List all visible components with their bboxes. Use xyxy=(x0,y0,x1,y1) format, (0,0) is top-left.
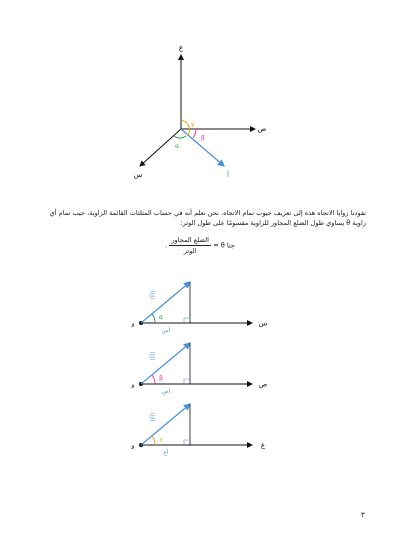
formula-lhs: جتا θ = xyxy=(213,241,235,250)
direction-cosines-paragraph: تقودنا زوايا الاتجاه هذه إلى تعريف جيوب تمام الاتجاه. نحن نعلم أنه في حساب المثلثات القائمة الزاوية، جيب تمام أي زاوية θ يساوي طول الضلع المجاور للزاوية مقسومًا على طول الوتر: xyxy=(49,209,366,227)
triangle-diagram xyxy=(131,404,266,456)
formula-denominator: الوتر xyxy=(183,247,197,255)
beta-arc xyxy=(193,129,196,138)
triangles-figure xyxy=(0,275,400,475)
angle-arc xyxy=(152,314,155,323)
page-number: ٣ xyxy=(361,511,365,519)
hypotenuse-label: ||أ|| xyxy=(150,290,156,300)
origin-label: و xyxy=(131,442,135,450)
formula-fraction xyxy=(169,236,211,255)
cosine-formula xyxy=(100,236,300,255)
alpha-label: α xyxy=(175,143,179,150)
beta-label: β xyxy=(201,135,205,142)
angle-arc xyxy=(152,375,155,384)
gamma-label: γ xyxy=(191,121,195,128)
x-axis-label: س xyxy=(133,171,143,179)
angle-label: γ xyxy=(159,436,163,443)
right-angle-mark xyxy=(184,440,190,445)
adjacent-label: أص xyxy=(161,389,171,395)
origin-label: و xyxy=(131,320,135,328)
formula-numerator: الضلع المجاور xyxy=(171,236,209,244)
adjacent-label: أس xyxy=(161,328,171,334)
adjacent-label: أع xyxy=(163,450,169,456)
origin-label: و xyxy=(131,381,135,389)
axis-label: ع xyxy=(260,441,266,450)
triangle-diagram xyxy=(131,282,268,334)
triangle-diagram xyxy=(131,343,268,395)
right-angle-mark xyxy=(184,379,190,384)
angle-label: α xyxy=(159,314,163,321)
angle-label: β xyxy=(159,375,163,382)
hypotenuse-label: ||أ|| xyxy=(150,351,156,361)
angle-arc xyxy=(152,436,155,445)
vector-line xyxy=(141,404,190,445)
axes-3d-figure xyxy=(0,0,400,200)
y-axis-label: ص xyxy=(257,125,267,133)
axis-label: ص xyxy=(258,380,268,389)
hypotenuse-label: ||أ|| xyxy=(150,412,156,422)
vector-line xyxy=(141,282,190,323)
z-axis-label: ع xyxy=(178,44,184,52)
formula-period: . xyxy=(165,241,168,250)
vector-line xyxy=(141,343,190,384)
right-angle-mark xyxy=(184,318,190,323)
axis-label: س xyxy=(258,319,268,328)
vector-label: أ xyxy=(227,171,229,179)
alpha-arc xyxy=(174,136,186,138)
